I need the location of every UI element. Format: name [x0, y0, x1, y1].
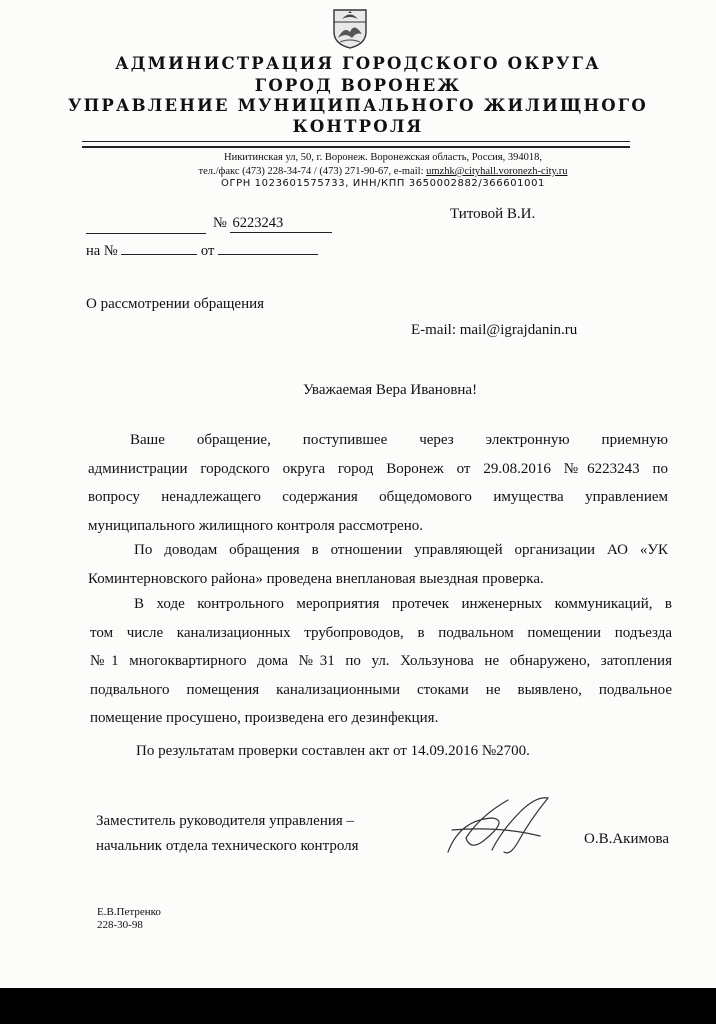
phone-text: тел./факс (473) 228-34-74 / (473) 271-90-67, [198, 166, 392, 177]
from-label: от [200, 243, 215, 259]
on-no-sign: № [103, 243, 118, 259]
body-p3-line2: том числе канализационных трубопроводов, в подвальном помещении подъезда [90, 624, 672, 641]
contact-line [0, 166, 716, 177]
org-email-link[interactable]: umzhk@cityhall.voronezh-city.ru [426, 166, 568, 177]
address-line: Никитинская ул, 50, г. Воронеж. Воронежская область, Россия, 394018, [224, 152, 542, 163]
body-p2-line2: Коминтерновского района» проведена внеплановая выездная проверка. [88, 570, 544, 587]
email-label: e-mail: [393, 166, 424, 177]
handwritten-signature [440, 790, 560, 870]
outgoing-date-blank [86, 219, 206, 234]
header-rule-bottom [82, 146, 630, 148]
recipient-email: E-mail: mail@igrajdanin.ru [411, 322, 578, 338]
executor-block [97, 906, 161, 932]
body-p3-line4: подвального помещения канализационными стоками не выявлено, подвальное [90, 681, 672, 698]
incoming-number-blank [121, 242, 197, 255]
body-paragraph-2 [88, 536, 668, 593]
incoming-date-blank [218, 242, 318, 255]
ogrn-line: ОГРН 1023601575733, ИНН/КПП 3650002882/366601001 [220, 178, 546, 189]
org-title-line3: УПРАВЛЕНИЕ МУНИЦИПАЛЬНОГО ЖИЛИЩНОГО [68, 96, 648, 115]
outgoing-number: 6223243 [230, 215, 332, 233]
incoming-reference [86, 242, 318, 260]
body-p3-line3: №1 многоквартирного дома №31 по ул. Хользунова не обнаружено, затопления [90, 653, 672, 669]
no-sign: № [213, 215, 227, 231]
subject-line: О рассмотрении обращения [86, 296, 265, 312]
header-rule-top [82, 141, 630, 142]
signatory-title-line2: начальник отдела технического контроля [96, 838, 359, 854]
executor-phone: 228-30-98 [97, 919, 143, 931]
on-label: на [86, 243, 101, 259]
recipient-name: Титовой В.И. [450, 206, 536, 222]
body-p1-line3: вопросу ненадлежащего содержания общедомового имущества управлением [88, 489, 668, 505]
body-paragraph-1 [88, 426, 668, 540]
executor-name: Е.В.Петренко [97, 906, 161, 918]
salutation: Уважаемая Вера Ивановна! [303, 382, 478, 398]
body-p1-line4: муниципального жилищного контроля рассмотрено. [88, 517, 423, 534]
body-p3-line5: помещение просушено, произведена его дезинфекция. [90, 710, 439, 726]
org-title-line1: АДМИНИСТРАЦИЯ ГОРОДСКОГО ОКРУГА [115, 54, 601, 73]
signatory-title-line1: Заместитель руководителя управления – [96, 813, 355, 829]
body-paragraph-3 [90, 590, 672, 733]
outgoing-number-field [213, 215, 332, 233]
body-paragraph-4: По результатам проверки составлен акт от 14.09.2016 №2700. [136, 743, 530, 759]
coat-of-arms-icon [330, 8, 370, 50]
body-p3-line1: В ходе контрольного мероприятия протечек инженерных коммуникаций, в [134, 596, 672, 612]
org-title-line4: КОНТРОЛЯ [292, 117, 424, 136]
signatory-name: О.В.Акимова [584, 831, 670, 847]
body-p2-line1: По доводам обращения в отношении управляющей организации АО «УК [134, 542, 668, 558]
body-p1-line1: Ваше обращение, поступившее через электронную приемную [130, 432, 668, 448]
org-title-line2: ГОРОД ВОРОНЕЖ [254, 76, 462, 95]
body-p1-line2: администрации городского округа город Воронеж от 29.08.2016 №6223243 по [88, 460, 668, 477]
